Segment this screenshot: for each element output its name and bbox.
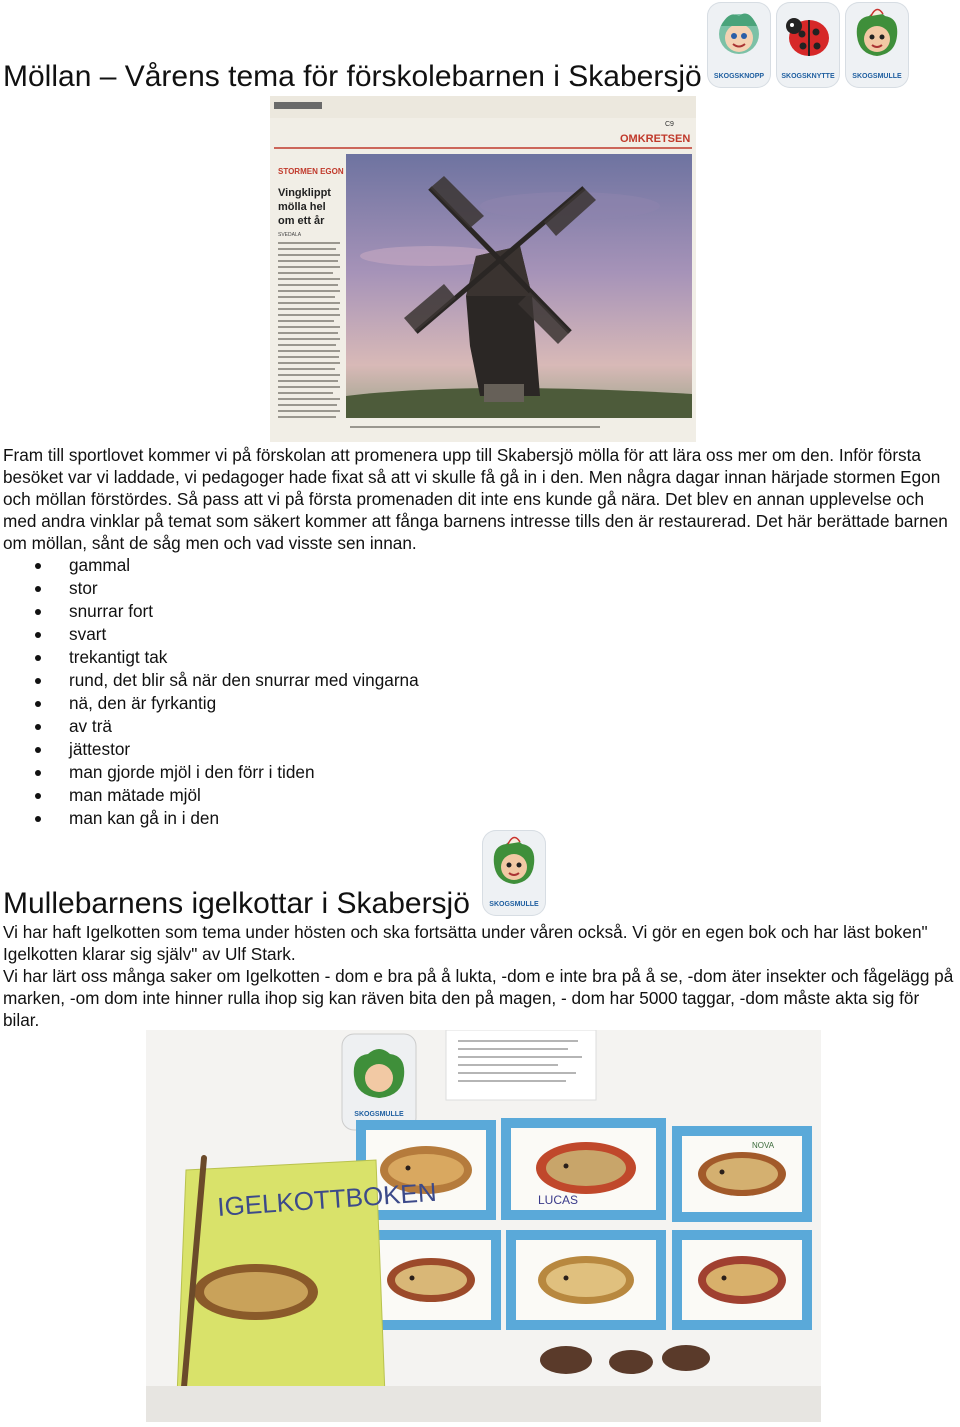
bullet-icon: [35, 609, 41, 615]
bullet-icon: [35, 724, 41, 730]
svg-text:Vingklippt: Vingklippt: [278, 187, 331, 199]
svg-text:SKOGSMULLE: SKOGSMULLE: [489, 901, 539, 908]
igelkott-paragraph-2: Vi har lärt oss många saker om Igelkotten - dom e bra på å lukta, -dom e inte bra på å se, -dom äter insekter och fågelägg på marken, -om dom inte hinner rulla ihop sig kan räven bita den på magen, - dom har 5000 taggar, -dom måste akta sig för bilar.: [3, 966, 954, 1030]
page-title: Möllan – Vårens tema för förskolebarnen i Skabersjö: [3, 60, 702, 93]
list-item: man kan gå in i den: [0, 807, 419, 830]
skogsmulle-badge-icon: [845, 2, 909, 88]
list-item: av trä: [0, 715, 419, 738]
bullet-icon: [35, 747, 41, 753]
svg-text:mölla hel: mölla hel: [278, 201, 326, 213]
bullet-icon: [35, 816, 41, 822]
list-item: nä, den är fyrkantig: [0, 692, 419, 715]
children-observations-list: [0, 554, 419, 830]
skogsknopp-badge-icon: [707, 2, 771, 88]
svg-text:C9: C9: [665, 121, 674, 128]
bullet-icon: [35, 793, 41, 799]
svg-text:SKOGSMULLE: SKOGSMULLE: [354, 1111, 404, 1118]
skogsmulle-badge-icon: [482, 830, 546, 916]
svg-text:SVEDALA: SVEDALA: [278, 232, 302, 238]
bullet-icon: [35, 563, 41, 569]
newspaper-clipping-image: [270, 96, 696, 442]
section-title: Mullebarnens igelkottar i Skabersjö: [3, 887, 470, 920]
svg-text:om ett år: om ett år: [278, 215, 325, 227]
list-item: svart: [0, 623, 419, 646]
list-item: gammal: [0, 554, 419, 577]
svg-text:SKOGSKNOPP: SKOGSKNOPP: [713, 73, 765, 80]
list-item: jättestor: [0, 738, 419, 761]
svg-text:OMKRETSEN: OMKRETSEN: [620, 133, 691, 145]
bullet-icon: [35, 678, 41, 684]
bullet-icon: [35, 655, 41, 661]
list-item: snurrar fort: [0, 600, 419, 623]
bullet-icon: [35, 701, 41, 707]
bullet-icon: [35, 586, 41, 592]
intro-paragraph: Fram till sportlovet kommer vi på förskolan att promenera upp till Skabersjö mölla för att lära oss mer om den. Inför första besöket var vi laddade, vi pedagoger hade fixat så att vi skulle få gå in i den. Men några dagar innan härjade stormen Egon och möllan förstördes. Så pass att vi på första promenaden dit inte ens kunde gå nära. Det blev en annan upplevelse och med andra vinklar på temat som säkert kommer att fånga barnens intresse tills den är restaurerad. Det här berättade barnen om möllan, sånt de såg men och vad visste sen innan.: [3, 445, 948, 553]
bullet-icon: [35, 632, 41, 638]
hedgehog-crafts-photo: [146, 1030, 821, 1422]
svg-text:STORMEN EGON: STORMEN EGON: [278, 167, 344, 176]
svg-text:IGELKOTTBOKEN: IGELKOTTBOKEN: [216, 1176, 438, 1222]
list-item: rund, det blir så när den snurrar med vingarna: [0, 669, 419, 692]
list-item: stor: [0, 577, 419, 600]
svg-text:SKOGSMULLE: SKOGSMULLE: [852, 73, 902, 80]
svg-text:NOVA: NOVA: [752, 1141, 775, 1150]
list-item: man mätade mjöl: [0, 784, 419, 807]
list-item: trekantigt tak: [0, 646, 419, 669]
skogsknytte-ladybug-badge-icon: [776, 2, 840, 88]
svg-text:LUCAS: LUCAS: [538, 1193, 579, 1207]
igelkott-paragraph-1: Vi har haft Igelkotten som tema under hösten och ska fortsätta under våren också. Vi gör en egen bok och har läst boken" Igelkotten klarar sig själv" av Ulf Stark.: [3, 922, 928, 964]
list-item: man gjorde mjöl i den förr i tiden: [0, 761, 419, 784]
svg-text:SKOGSKNYTTE: SKOGSKNYTTE: [781, 73, 835, 80]
bullet-icon: [35, 770, 41, 776]
